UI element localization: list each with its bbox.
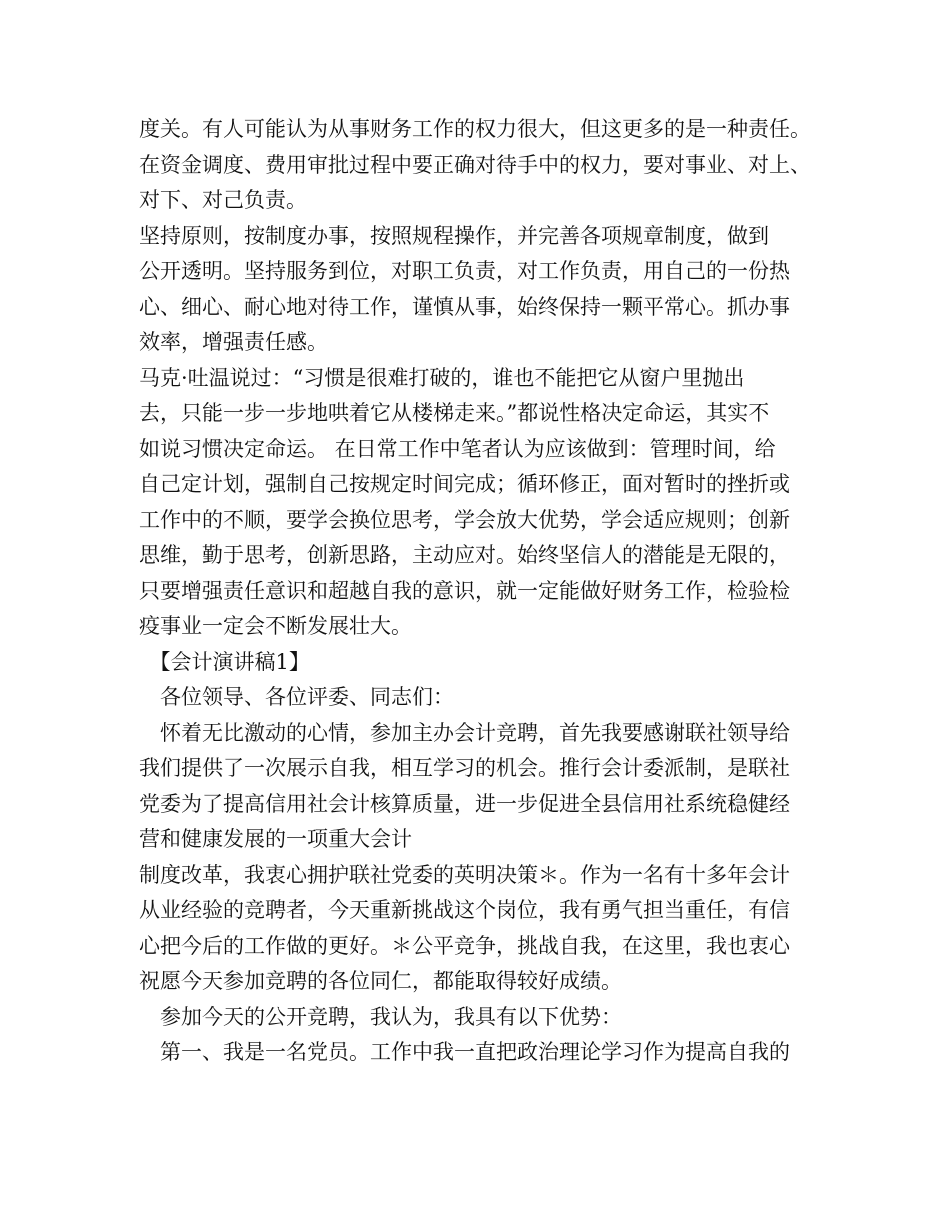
text-line: 在资金调度、费用审批过程中要正确对待手中的权力，要对事业、对上、 [139, 152, 811, 177]
text-line: 第一、我是一名党员。工作中我一直把政治理论学习作为提高自我的 [139, 1040, 790, 1064]
text-line: 坚持原则，按制度办事，按照规程操作，并完善各项规章制度，做到 [139, 223, 769, 248]
text-line: 从业经验的竞聘者，今天重新挑战这个岗位，我有勇气担当重任，有信 [139, 898, 790, 922]
text-line: 参加今天的公开竞聘，我认为，我具有以下优势： [139, 1004, 622, 1029]
text-line: 思维，勤于思考，创新思路，主动应对。始终坚信人的潜能是无限的， [139, 543, 790, 567]
text-line: 疫事业一定会不断发展壮大。 [139, 614, 412, 638]
text-line: 自己定计划，强制自己按规定时间完成；循环修正，面对暂时的挫折或 [139, 472, 790, 496]
text-line: 工作中的不顺，要学会换位思考，学会放大优势，学会适应规则；创新 [139, 507, 790, 532]
section-heading: 【会计演讲稿1】 [139, 649, 310, 674]
document-body [139, 112, 839, 1071]
text-line: 制度改革，我衷心拥护联社党委的英明决策＊。作为一名有十多年会计 [139, 862, 790, 887]
text-line: 如说习惯决定命运。 在日常工作中笔者认为应该做到：管理时间，给 [139, 436, 776, 461]
text-line: 对下、对己负责。 [139, 188, 307, 212]
text-line: 度关。有人可能认为从事财务工作的权力很大，但这更多的是一种责任。 [139, 117, 811, 141]
text-line: 去，只能一步一步地哄着它从楼梯走来。”都说性格决定命运，其实不 [139, 401, 770, 425]
text-line: 祝愿今天参加竞聘的各位同仁，都能取得较好成绩。 [139, 969, 622, 993]
text-line: 怀着无比激动的心情，参加主办会计竞聘，首先我要感谢联社领导给 [139, 720, 790, 745]
salutation: 各位领导、各位评委、同志们： [139, 685, 454, 709]
text-line: 党委为了提高信用社会计核算质量，进一步促进全县信用社系统稳健经 [139, 791, 790, 816]
text-line: 效率，增强责任感。 [139, 330, 328, 354]
text-line: 心把今后的工作做的更好。＊公平竞争，挑战自我，在这里，我也衷心 [139, 933, 790, 958]
text-line: 公开透明。坚持服务到位，对职工负责，对工作负责，用自己的一份热 [139, 259, 790, 283]
text-line: 马克·吐温说过：“习惯是很难打破的，谁也不能把它从窗户里抛出 [139, 365, 745, 390]
text-line: 心、细心、耐心地对待工作，谨慎从事，始终保持一颗平常心。抓办事 [139, 294, 790, 319]
text-line: 营和健康发展的一项重大会计 [139, 827, 412, 851]
text-line: 只要增强责任意识和超越自我的意识，就一定能做好财务工作，检验检 [139, 578, 790, 603]
text-line: 我们提供了一次展示自我，相互学习的机会。推行会计委派制，是联社 [139, 756, 790, 780]
